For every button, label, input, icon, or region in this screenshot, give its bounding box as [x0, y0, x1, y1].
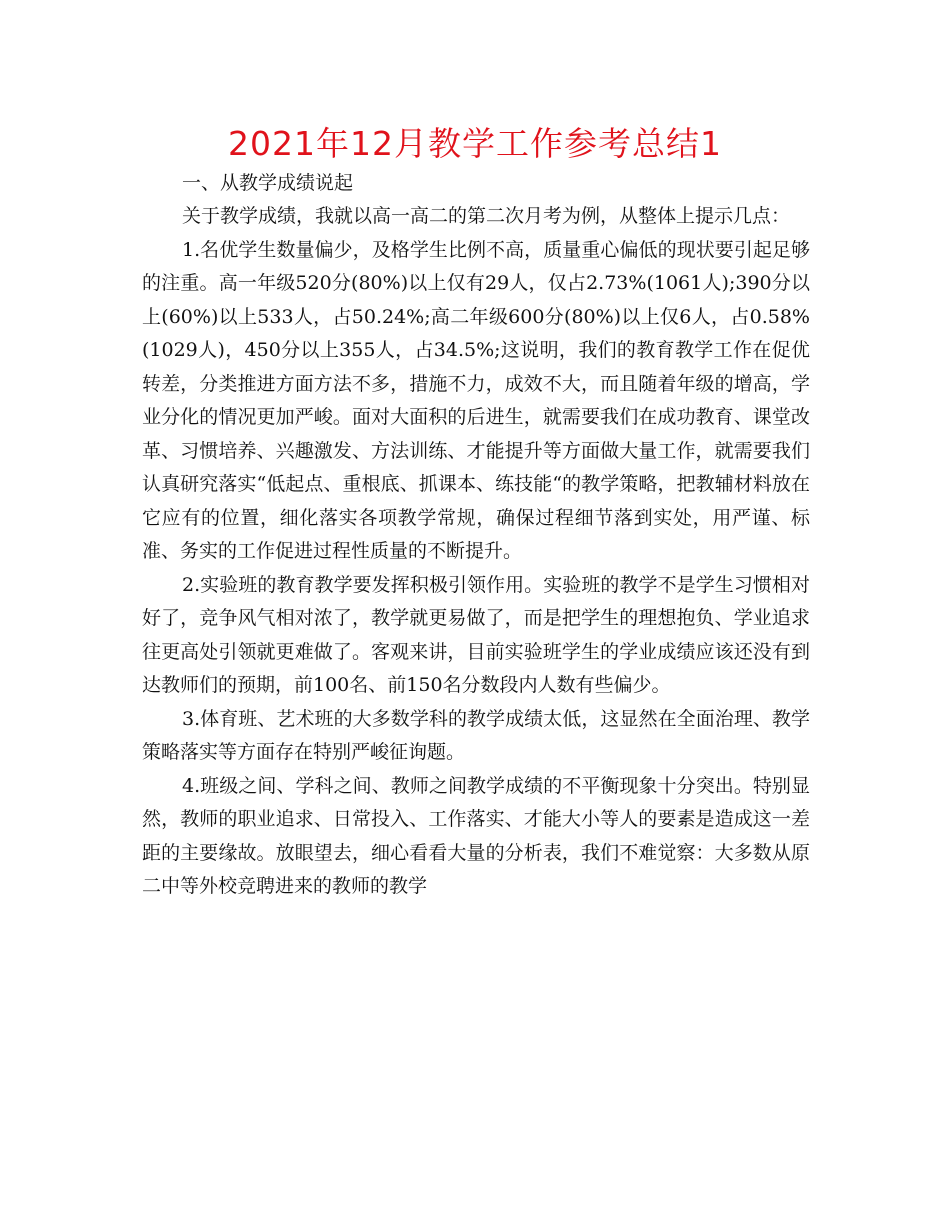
paragraph-point-4: 4.班级之间、学科之间、教师之间教学成绩的不平衡现象十分突出。特别显然，教师的职业追求、日常投入、工作落实、才能大小等人的要素是造成这一差距的主要缘故。放眼望去，细心看看大量的分析表，我们不难觉察：大多数从原二中等外校竞聘进来的教师的教学: [142, 774, 810, 897]
document-body: [142, 166, 810, 904]
paragraph-intro: 关于教学成绩，我就以高一高二的第二次月考为例，从整体上提示几点：: [182, 205, 791, 227]
document-title: 2021年12月教学工作参考总结1: [228, 124, 722, 163]
paragraph-point-1: 1.名优学生数量偏少，及格学生比例不高，质量重心偏低的现状要引起足够的注重。高一年级520分(80%)以上仅有29人，仅占2.73%(1061人);390分以上(60%)以上533人，占50.24%;高二年级600分(80%)以上仅6人，占0.58%(1029人)，450分以上355人，占34.5%;这说明，我们的教育教学工作在促优转差，分类推进方面方法不多，措施不力，成效不大，而且随着年级的增高，学业分化的情况更加严峻。面对大面积的后进生，就需要我们在成功教育、课堂改革、习惯培养、兴趣激发、方法训练、才能提升等方面做大量工作，就需要我们认真研究落实“低起点、重根底、抓课本、练技能“的教学策略，把教辅材料放在它应有的位置，细化落实各项教学常规，确保过程细节落到实处，用严谨、标准、务实的工作促进过程性质量的不断提升。: [142, 238, 810, 562]
section-heading: 一、从教学成绩说起: [182, 172, 354, 194]
paragraph-point-3: 3.体育班、艺术班的大多数学科的教学成绩太低，这显然在全面治理、教学策略落实等方面存在特别严峻征询题。: [142, 707, 810, 763]
paragraph-point-2: 2.实验班的教育教学要发挥积极引领作用。实验班的教学不是学生习惯相对好了，竞争风气相对浓了，教学就更易做了，而是把学生的理想抱负、学业追求往更高处引领就更难做了。客观来讲，目前实验班学生的学业成绩应该还没有到达教师们的预期，前100名、前150名分数段内人数有些偏少。: [142, 573, 810, 696]
